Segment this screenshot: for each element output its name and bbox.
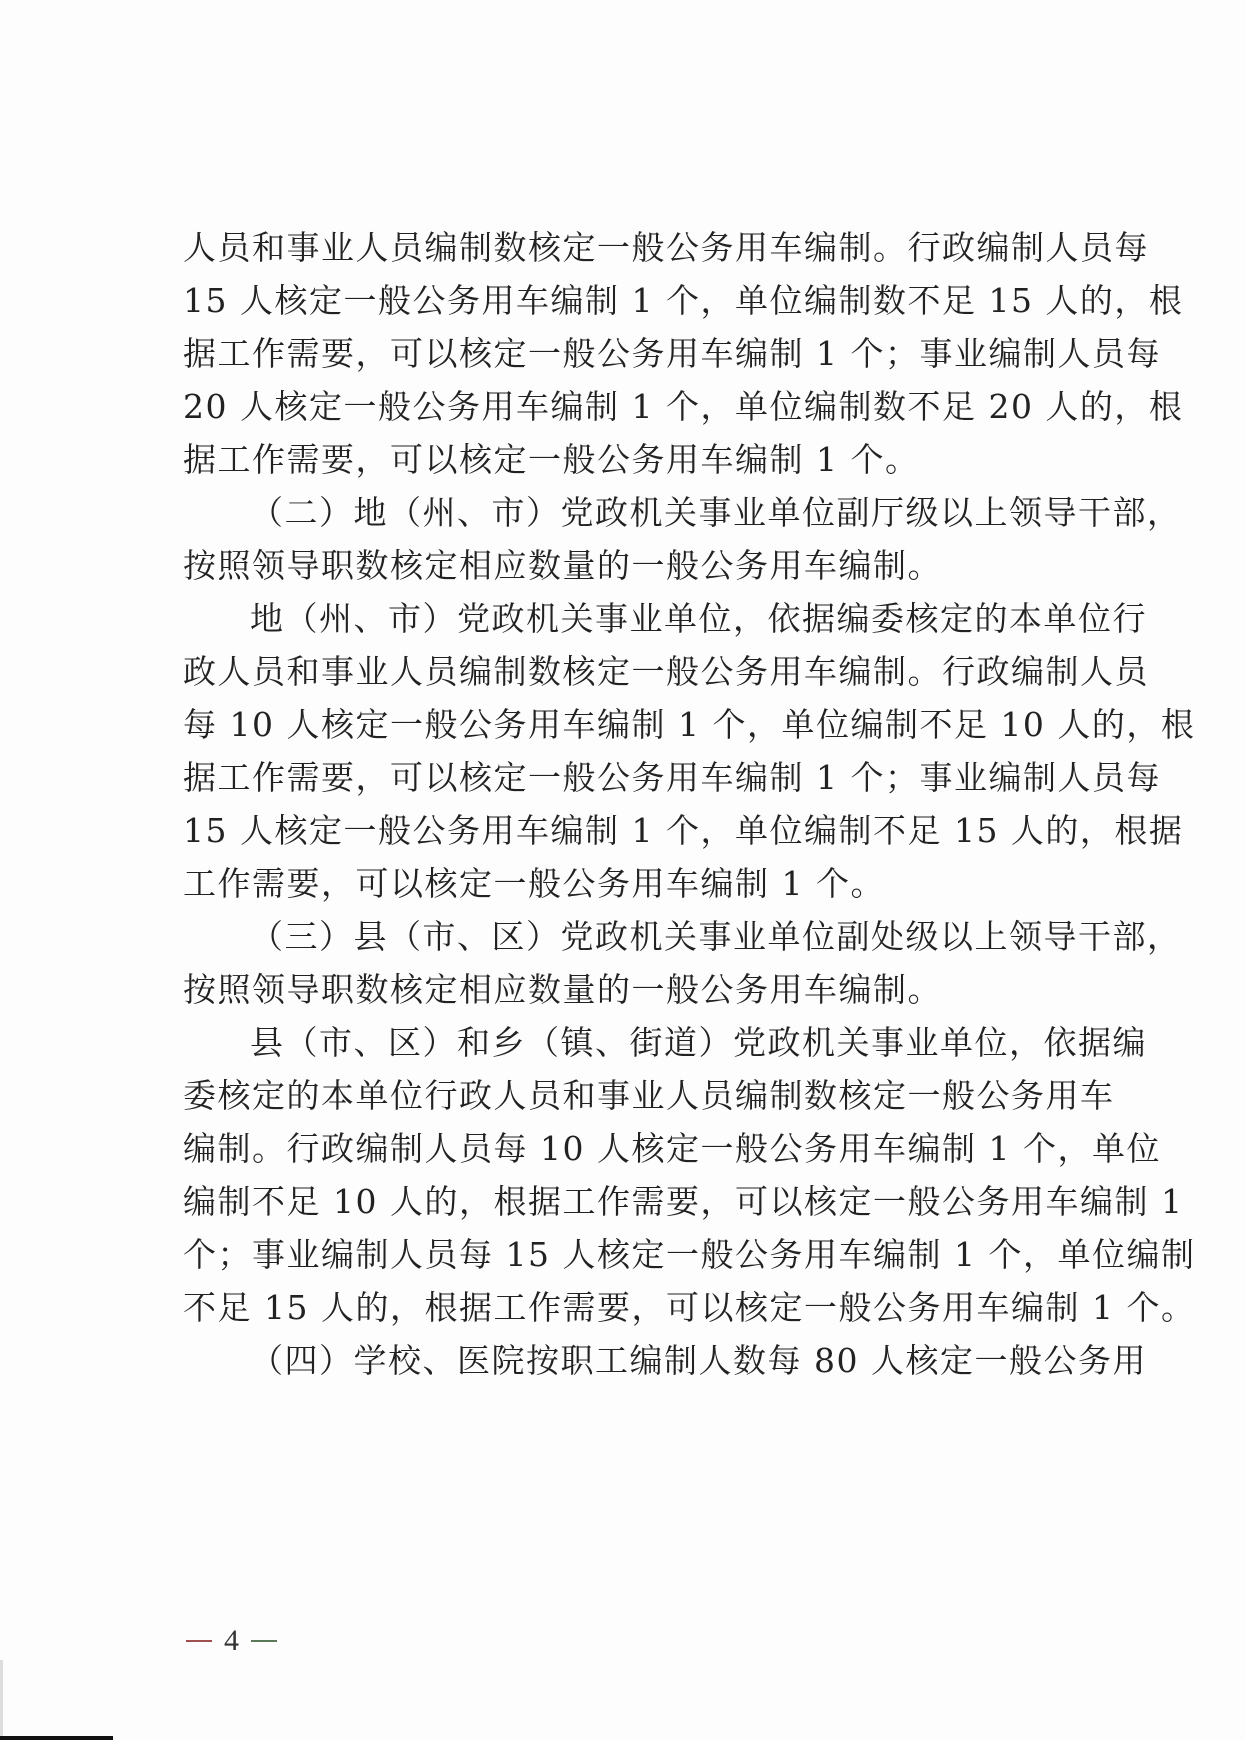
text-line: 按照领导职数核定相应数量的一般公务用车编制。 — [183, 546, 942, 585]
dash-right — [251, 1640, 277, 1642]
section-heading: （四）学校、医院按职工编制人数每 80 人核定一般公务用 — [250, 1341, 1147, 1380]
text-line: 个；事业编制人员每 15 人核定一般公务用车编制 1 个，单位编制 — [183, 1235, 1196, 1274]
dash-left — [186, 1640, 212, 1642]
text-line: 人员和事业人员编制数核定一般公务用车编制。行政编制人员每 — [183, 228, 1149, 267]
text-line: 每 10 人核定一般公务用车编制 1 个，单位编制不足 10 人的，根 — [183, 705, 1196, 744]
scan-edge-mark — [0, 1660, 3, 1736]
text-line: 委核定的本单位行政人员和事业人员编制数核定一般公务用车 — [183, 1076, 1115, 1115]
text-line: 据工作需要，可以核定一般公务用车编制 1 个；事业编制人员每 — [183, 334, 1161, 373]
text-line: 据工作需要，可以核定一般公务用车编制 1 个；事业编制人员每 — [183, 758, 1161, 797]
text-line: 政人员和事业人员编制数核定一般公务用车编制。行政编制人员 — [183, 652, 1149, 691]
text-line: 不足 15 人的，根据工作需要，可以核定一般公务用车编制 1 个。 — [183, 1288, 1196, 1327]
section-heading: （三）县（市、区）党政机关事业单位副处级以上领导干部， — [250, 917, 1182, 956]
text-line: 15 人核定一般公务用车编制 1 个，单位编制数不足 15 人的，根 — [183, 281, 1184, 320]
page-number — [186, 1624, 277, 1658]
scan-corner-mark — [0, 1736, 113, 1740]
text-line: 编制。行政编制人员每 10 人核定一般公务用车编制 1 个，单位 — [183, 1129, 1161, 1168]
page-number-value: 4 — [224, 1624, 239, 1657]
text-line: 工作需要，可以核定一般公务用车编制 1 个。 — [183, 864, 885, 903]
text-line: 按照领导职数核定相应数量的一般公务用车编制。 — [183, 970, 942, 1009]
section-heading: （二）地（州、市）党政机关事业单位副厅级以上领导干部， — [250, 493, 1182, 532]
text-line: 15 人核定一般公务用车编制 1 个，单位编制不足 15 人的，根据 — [183, 811, 1184, 850]
text-line: 20 人核定一般公务用车编制 1 个，单位编制数不足 20 人的，根 — [183, 387, 1184, 426]
text-line: 地（州、市）党政机关事业单位，依据编委核定的本单位行 — [250, 599, 1147, 638]
text-line: 编制不足 10 人的，根据工作需要，可以核定一般公务用车编制 1 — [183, 1182, 1184, 1221]
text-line: 县（市、区）和乡（镇、街道）党政机关事业单位，依据编 — [250, 1023, 1147, 1062]
text-line: 据工作需要，可以核定一般公务用车编制 1 个。 — [183, 440, 920, 479]
